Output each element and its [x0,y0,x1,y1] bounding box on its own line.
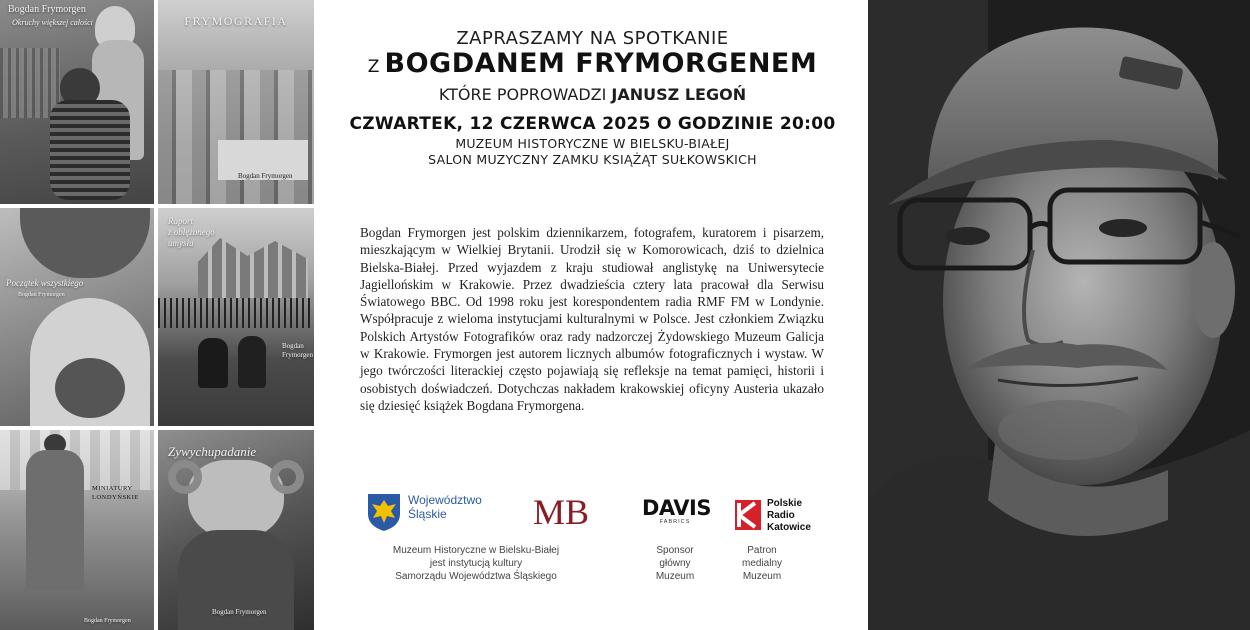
cover-title [168,216,215,249]
event-datetime: CZWARTEK, 12 CZERWCA 2025 O GODZINIE 20:00 [349,114,836,134]
muzeum-mb-logo-icon [527,492,595,532]
logo-davis [642,496,711,525]
venue-line-2: SALON MUZYCZNY ZAMKU KSIĄŻĄT SUŁKOWSKICH [428,152,757,167]
venue-line-1: MUZEUM HISTORYCZNE W BIELSKU-BIAŁEJ [455,136,730,151]
caption-line: Patron [747,545,777,556]
book-cover-raport [158,208,314,426]
fence-shape [0,48,60,118]
cover-author [282,342,313,360]
cover-author-line: Bogdan [282,342,304,350]
slaskie-line: Śląskie [408,507,447,521]
caption-line: medialny [741,558,783,569]
portrait-illustration [868,0,1250,630]
memorial-blocks-shape [158,70,314,204]
prk-line: Radio [767,510,795,521]
biography-text: Bogdan Frymorgen jest polskim dziennikarzem, fotografem, kuratorem i pisarzem, mieszkającym w Wielkiej Brytanii. Urodził się w Komorowicach, dziś to dzielnica Bielska-Białej. Przed wyjazdem z kraju studiował anglistykę na Uniwersytecie Jagiellońskim w Krakowie. Przez dwadzieścia cztery lata pracował dla Serwisu Światowego BBC. Od 1998 roku jest korespondentem radia RMF FM w Londynie. Współpracuje z wieloma instytucjami kulturalnymi w Polsce. Jest członkiem Związku Polskich Artystów Fotografików oraz rady nadzorczej Żydowskiego Muzeum Galicja w Krakowie. Frymorgen jest autorem licznych albumów fotograficznych i wystaw. W jego twórczości literackiej często pojawiają się refleksje na temat pamięci, historii i osobistych doświadczeń. Dotychczas nakładem krakowskiej oficyny Austeria ukazało się dziesięć książek Bogdana Frymorgena. [360,225,824,413]
eagle-shield-icon [366,492,402,532]
cover-author: Bogdan Frymorgen [238,172,293,180]
host-heading [340,85,845,104]
cover-title [92,484,139,502]
sponsor-caption [640,544,710,583]
coat-shape [26,450,84,590]
cover-author-line: Frymorgen [282,351,313,359]
davis-subtext: FABRICS [659,519,691,525]
prk-mark-icon [735,500,761,530]
book-covers-grid [0,0,316,630]
guest-name: BOGDANEM FRYMORGENEM [384,48,818,79]
cover-author: Bogdan Frymorgen [212,608,267,616]
cover-title-line: LONDYŃSKIE [92,494,139,501]
book-cover-zywychupadanie [158,430,314,630]
logo-wojewodztwo-slaskie [364,490,504,534]
book-cover-okruchy [0,0,154,204]
caption-line: główny [659,558,691,569]
museum-caption [376,544,576,583]
cover-title-line: Raport [168,216,194,226]
book-cover-frymografia [158,0,314,204]
horn-shape [168,460,202,494]
cover-title-line: MINIATURY [92,485,133,492]
caption-line: Muzeum [655,571,695,582]
figure-body-shape [50,100,130,200]
slaskie-line: Województwo [408,493,482,507]
patron-caption [727,544,797,583]
prk-line: Katowice [767,522,811,533]
cover-author: Bogdan Frymorgen [84,618,131,624]
caption-line: Muzeum Historyczne w Bielsku-Białej [392,545,560,556]
caption-line: Sponsor [656,545,694,556]
baby-head-shape [55,358,125,418]
cover-author: Bogdan Frymorgen [8,4,86,15]
horn-shape [270,460,304,494]
figure-shape [238,336,266,388]
caption-line: jest instytucją kultury [429,558,523,569]
book-cover-poczatek [0,208,154,426]
with-prefix: Z [367,57,380,77]
cover-title: Początek wszystkiego [6,278,84,288]
book-cover-miniatury [0,430,154,630]
figure-shape [198,338,228,388]
prk-line: Polskie [767,498,803,509]
fence-shape [158,298,314,328]
logo-polskie-radio-katowice [735,496,825,536]
cover-title-line: umysłu [168,238,194,248]
prk-text [767,498,811,534]
invite-heading: ZAPRASZAMY NA SPOTKANIE [456,28,729,49]
cover-title: Okruchy większej całości [12,18,93,27]
event-info [340,0,845,630]
partner-logos [340,490,845,630]
author-portrait-photo [868,0,1250,630]
guest-heading [340,48,845,79]
caption-line: Muzeum [742,571,782,582]
host-name: JANUSZ LEGOŃ [611,85,747,104]
davis-text: DAVIS [642,496,711,520]
cover-title-line: z oblężonego [168,227,215,237]
cover-title: Zywychupadanie [168,444,257,459]
host-prefix: KTÓRE POPROWADZI [438,85,607,104]
mb-logo-text: MB [532,492,590,532]
cover-title: FRYMOGRAFIA [184,14,288,28]
hair-shape [20,208,150,278]
slaskie-text [408,493,482,521]
cover-author: Bogdan Frymorgen [18,292,65,298]
caption-line: Samorządu Województwa Śląskiego [395,571,557,582]
